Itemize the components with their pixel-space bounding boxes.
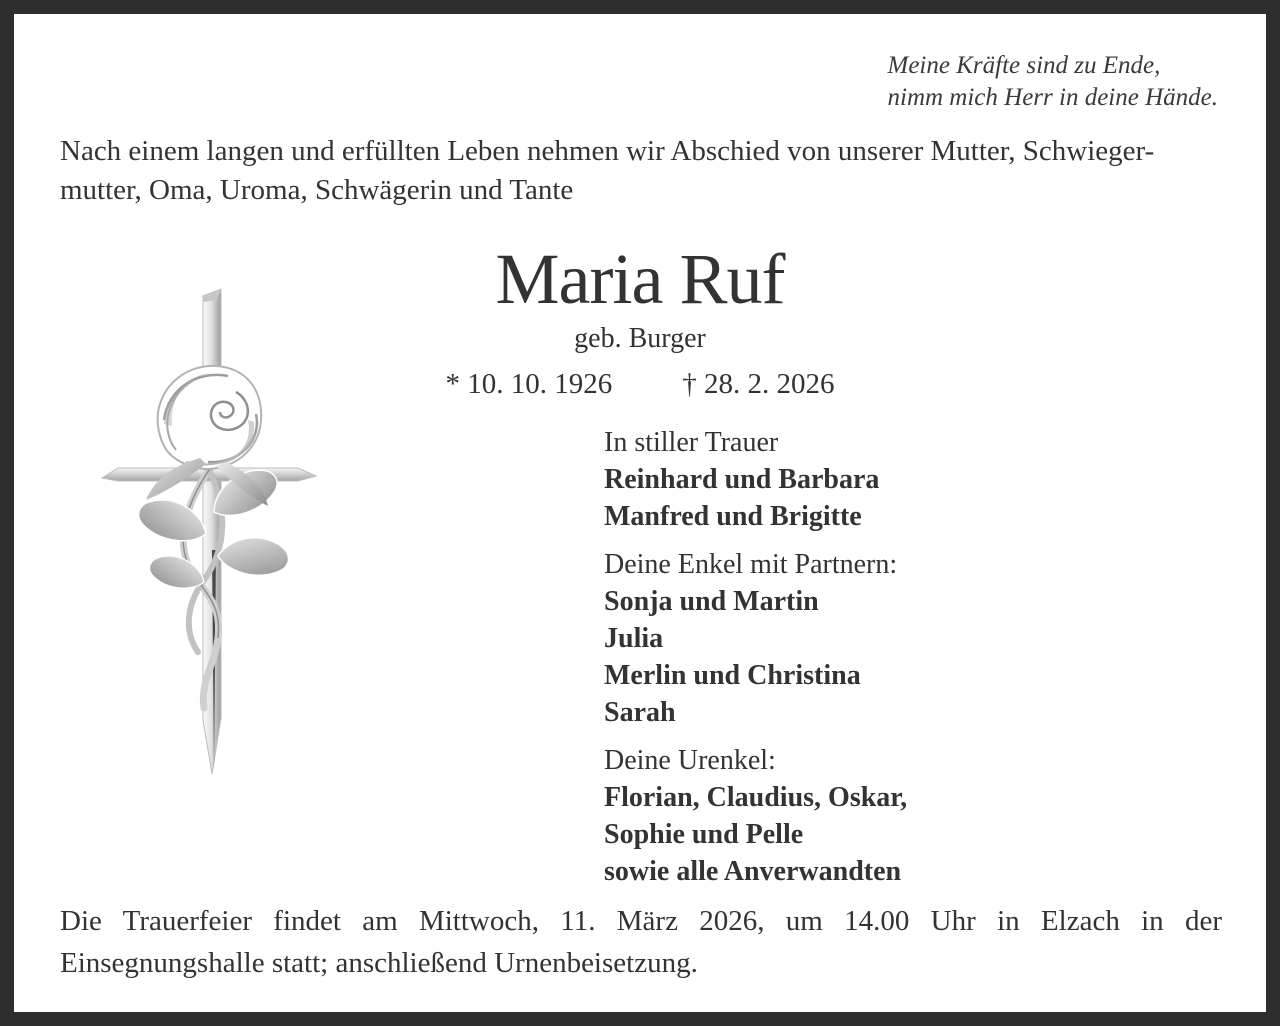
epitaph-quote — [888, 50, 1219, 114]
maiden-name: geb. Burger — [574, 323, 706, 354]
deceased-name: Maria Ruf — [495, 239, 785, 319]
life-dates — [14, 368, 1266, 401]
epitaph-line-2: nimm mich Herr in deine Hände. — [887, 84, 1218, 111]
deceased-block — [14, 240, 1266, 401]
funeral-info-line-1: Die Trauerfeier findet am Mittwoch, 11. März 2026, um 14.00 Uhr in Elzach in der — [60, 905, 1222, 937]
grandchild-1: Sonja und Martin — [604, 586, 819, 617]
death-date: † 28. 2. 2026 — [682, 368, 835, 400]
grandchild-4: Sarah — [604, 697, 676, 728]
great-grandchildren-3: sowie alle Anverwandten — [604, 856, 902, 887]
mourner-family-2: Manfred und Brigitte — [604, 501, 862, 532]
grandchildren-label: Deine Enkel mit Partnern: — [604, 549, 898, 580]
great-grandchildren-2: Sophie und Pelle — [604, 819, 804, 850]
mourners-list — [604, 424, 907, 890]
intro-line-1: Nach einem langen und erfüllten Leben nehmen wir Abschied von unserer Mutter, Schwieger- — [60, 135, 1155, 167]
intro-text — [60, 132, 1222, 210]
birth-date: * 10. 10. 1926 — [445, 368, 613, 400]
funeral-info-line-2: Einsegnungshalle statt; anschließend Urnenbeisetzung. — [60, 947, 698, 979]
grandchild-2: Julia — [604, 623, 664, 654]
epitaph-line-1: Meine Kräfte sind zu Ende, — [887, 52, 1161, 79]
mourner-family-1: Reinhard und Barbara — [604, 464, 880, 495]
intro-line-2: mutter, Oma, Uroma, Schwägerin und Tante — [60, 174, 574, 206]
grandchild-3: Merlin und Christina — [604, 660, 861, 691]
great-grandchildren-label: Deine Urenkel: — [604, 745, 776, 776]
funeral-info — [60, 900, 1222, 984]
mourners-intro-label: In stiller Trauer — [604, 427, 779, 458]
great-grandchildren-1: Florian, Claudius, Oskar, — [604, 782, 908, 813]
